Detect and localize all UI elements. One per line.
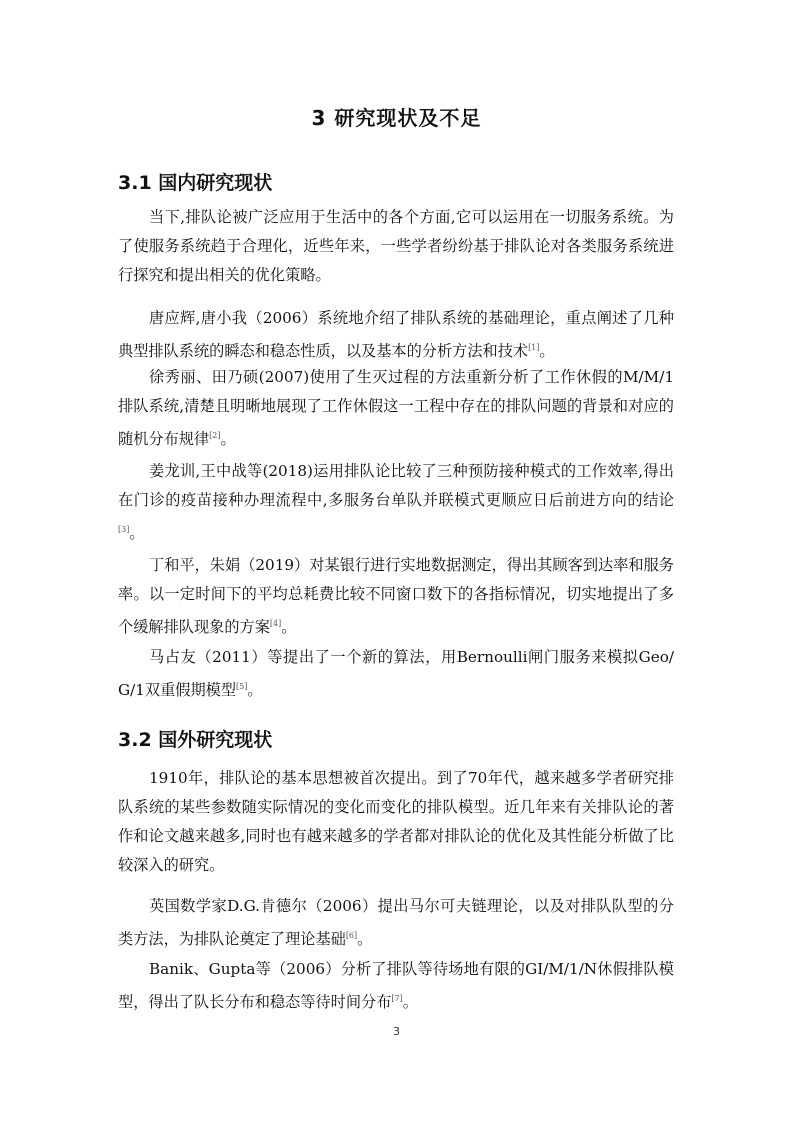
- paragraph-text: 姜龙训,王中战等(2018)运用排队论比较了三种预防接种模式的工作效率,得出在门诊的疫苗接种办理流程中,多服务台单队并联模式更顺应日后前进方向的结论: [118, 462, 674, 509]
- paragraph-text: 唐应辉,唐小我（2006）系统地介绍了排队系统的基础理论，重点阐述了几种典型排队系统的瞬态和稳态性质，以及基本的分析方法和技术: [118, 309, 674, 361]
- paragraph-tail: 。: [220, 430, 236, 449]
- paragraph: [118, 764, 674, 880]
- paragraph: [118, 457, 674, 548]
- paragraph-text: 1910年，排队论的基本思想被首次提出。到了70年代，越来越多学者研究排队系统的某些参数随实际情况的变化而变化的排队模型。近几年来有关排队论的著作和论文越来越多,同时也有越来越多的学者都对排队论的优化及其性能分析做了比较深入的研究。: [118, 769, 674, 874]
- paragraph-tail: 。: [357, 930, 373, 949]
- paragraph-text: 当下,排队论被广泛应用于生活中的各个方面,它可以运用在一切服务系统。为了使服务系统趋于合理化，近些年来，一些学者纷纷基于排队论对各类服务系统进行探究和提出相关的优化策略。: [118, 208, 674, 284]
- paragraph: [118, 643, 674, 705]
- paragraph-tail: 。: [129, 524, 145, 543]
- paragraph: [118, 892, 674, 954]
- paragraph-tail: 。: [247, 681, 263, 700]
- citation-marker: [5]: [236, 682, 248, 691]
- citation-marker: [6]: [345, 931, 358, 940]
- section-heading-domestic: 3.1 国内研究现状: [118, 172, 273, 194]
- citation-marker: [4]: [269, 619, 282, 628]
- citation-marker: [7]: [391, 994, 403, 1003]
- citation-marker: [1]: [528, 343, 540, 352]
- paragraph: [118, 363, 674, 454]
- paragraph: [118, 304, 674, 366]
- citation-marker: [2]: [209, 431, 221, 440]
- paragraph: [118, 955, 674, 1017]
- paragraph-tail: 。: [539, 342, 555, 361]
- paragraph-text: 马占友（2011）等提出了一个新的算法，用Bernoulli闸门服务来模拟Geo/G/1双重假期模型: [118, 648, 674, 700]
- chapter-title: 3 研究现状及不足: [311, 106, 482, 130]
- paragraph-text: 英国数学家D.G.肯德尔（2006）提出马尔可夫链理论，以及对排队队型的分类方法，为排队论奠定了理论基础: [118, 897, 674, 949]
- paragraph-text: Banik、Gupta等（2006）分析了排队等待场地有限的GI/M/1/N休假排队模型，得出了队长分布和稳态等待时间分布: [118, 960, 674, 1012]
- section-heading-foreign: 3.2 国外研究现状: [118, 729, 273, 751]
- paragraph-tail: 。: [402, 993, 418, 1012]
- paragraph-tail: 。: [281, 618, 297, 637]
- page-number: 3: [393, 1025, 400, 1038]
- paragraph: [118, 551, 674, 642]
- paragraph: [118, 203, 674, 290]
- citation-marker: [3]: [118, 525, 130, 534]
- paragraph-text: 丁和平，朱娟（2019）对某银行进行实地数据测定，得出其顾客到达率和服务率。以一定时间下的平均总耗费比较不同窗口数下的各指标情况，切实地提出了多个缓解排队现象的方案: [118, 556, 674, 637]
- paragraph-text: 徐秀丽、田乃硕(2007)使用了生灭过程的方法重新分析了工作休假的M/M/1排队系统,清楚且明晰地展现了工作休假这一工程中存在的排队问题的背景和对应的随机分布规律: [118, 368, 674, 449]
